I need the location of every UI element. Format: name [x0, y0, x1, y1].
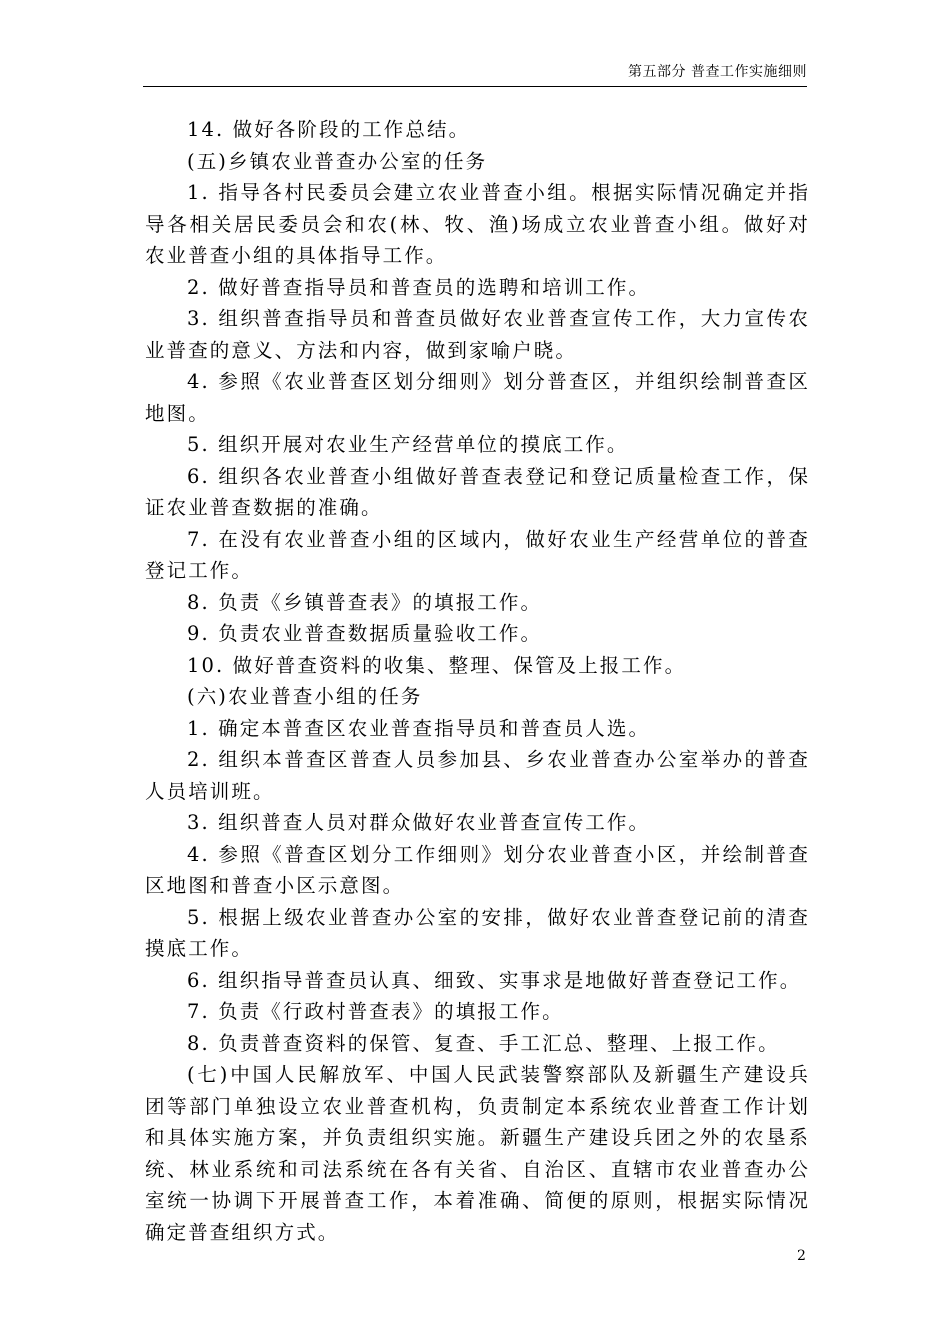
paragraph: 1. 指导各村民委员会建立农业普查小组。根据实际情况确定并指导各相关居民委员会和农(林、牧、渔)场成立农业普查小组。做好对农业普查小组的具体指导工作。 [145, 181, 810, 267]
paragraph: 10. 做好普查资料的收集、整理、保管及上报工作。 [187, 653, 687, 677]
paragraph: 9. 负责农业普查数据质量验收工作。 [187, 622, 543, 645]
paragraph: 7. 负责《行政村普查表》的填报工作。 [187, 1000, 564, 1023]
paragraph: 3. 组织普查人员对群众做好农业普查宣传工作。 [187, 811, 651, 834]
paragraph: 8. 负责《乡镇普查表》的填报工作。 [187, 590, 543, 614]
paragraph: 14. 做好各阶段的工作总结。 [187, 118, 471, 141]
paragraph: 5. 组织开展对农业生产经营单位的摸底工作。 [187, 433, 629, 456]
document-body [145, 114, 810, 1248]
paragraph: 4. 参照《农业普查区划分细则》划分普查区，并组织绘制普查区地图。 [145, 370, 810, 425]
paragraph: 8. 负责普查资料的保管、复查、手工汇总、整理、上报工作。 [187, 1031, 780, 1055]
paragraph: (七)中国人民解放军、中国人民武装警察部队及新疆生产建设兵团等部门单独设立农业普查机构，负责制定本系统农业普查工作计划和具体实施方案，并负责组织实施。新疆生产建设兵团之外的农垦系统、林业系统和司法系统在各有关省、自治区、直辖市农业普查办公室统一协调下开展普查工作，本着准确、简便的原则，根据实际情况确定普查组织方式。 [145, 1063, 810, 1244]
header-text: 第五部分 普查工作实施细则 [628, 64, 807, 80]
paragraph: 4. 参照《普查区划分工作细则》划分农业普查小区，并绘制普查区地图和普查小区示意图。 [145, 842, 810, 897]
page-number: 2 [797, 1248, 806, 1264]
paragraph: 7. 在没有农业普查小组的区域内，做好农业生产经营单位的普查登记工作。 [145, 527, 810, 582]
paragraph: 2. 做好普查指导员和普查员的选聘和培训工作。 [187, 275, 651, 299]
paragraph: 3. 组织普查指导员和普查员做好农业普查宣传工作，大力宣传农业普查的意义、方法和内容，做到家喻户晓。 [145, 307, 810, 362]
paragraph: 6. 组织各农业普查小组做好普查表登记和登记质量检查工作，保证农业普查数据的准确。 [145, 464, 810, 519]
paragraph: 6. 组织指导普查员认真、细致、实事求是地做好普查登记工作。 [187, 968, 802, 992]
page-header [143, 62, 807, 87]
paragraph: 5. 根据上级农业普查办公室的安排，做好农业普查登记前的清查摸底工作。 [145, 905, 810, 960]
paragraph: 1. 确定本普查区农业普查指导员和普查员人选。 [187, 716, 651, 740]
section-heading: (五)乡镇农业普查办公室的任务 [187, 149, 488, 173]
section-heading: (六)农业普查小组的任务 [187, 685, 423, 708]
paragraph: 2. 组织本普查区普查人员参加县、乡农业普查办公室举办的普查人员培训班。 [145, 748, 810, 803]
